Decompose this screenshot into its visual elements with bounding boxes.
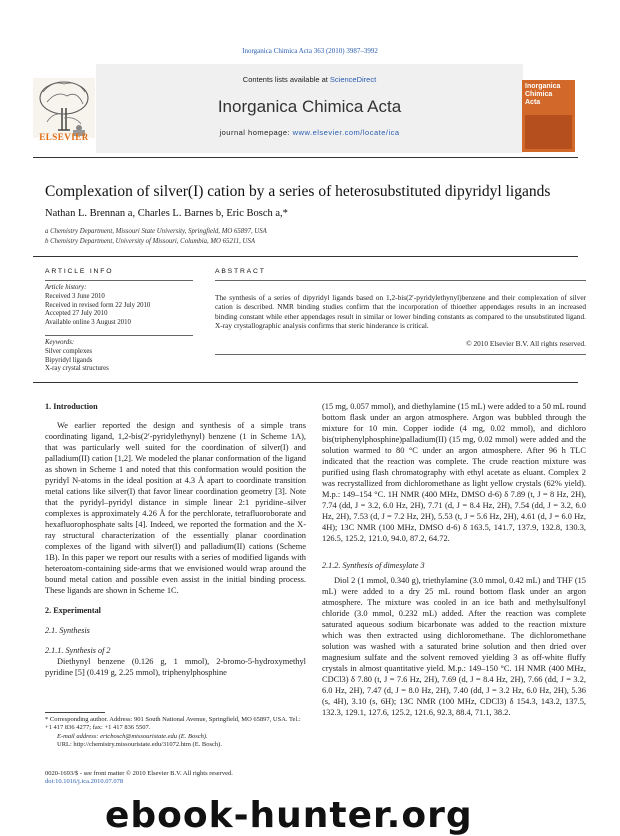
synthesis-2-paragraph: Diethynyl benzene (0.126 g, 1 mmol), 2-bromo-5-hydroxymethyl pyridine [5] (0.419 g, 2.25 mmol), triphenylphosphine [45,657,306,677]
journal-title: Inorganica Chimica Acta [217,97,402,116]
synthesis-3-heading: 2.1.2. Synthesis of dimesylate 3 [322,561,425,570]
cover-title-line-1: Inorganica [525,83,561,90]
online-date: Available online 3 August 2010 [45,319,131,327]
footnotes-block [45,716,306,749]
footnote-rule [45,712,105,713]
journal-cover-thumbnail [522,80,575,152]
header-rule [33,157,578,158]
history-label: Article history: [45,284,87,291]
abstract-text: The synthesis of a series of dipyridyl ligands based on 1,2-bis(2′-pyridylethynyl)benzene and their complexation of silver cation is described. NMR binding studies confirm that the incorporation of thioether appendages results in an increased binding constant while ether appendages result in similar or lower binding constants as compared to the unsubstituted ligand. X-ray crystallographic analysis confirms that steric hinderance is critical. [215,293,586,330]
journal-citation[interactable]: Inorganica Chimica Acta 363 (2010) 3987–3992 [242,47,378,55]
cover-title-line-2: Chimica [525,91,553,98]
affiliation-b: b Chemistry Department, University of Missouri, Columbia, MO 65211, USA [45,238,255,245]
keywords-label: Keywords: [45,339,75,346]
watermark: ebook-hunter.org [105,795,473,836]
keyword-item: Silver complexes [45,347,93,355]
contents-line [96,75,523,84]
author-list: Nathan L. Brennan a, Charles L. Barnes b, Eric Bosch a,* [45,208,288,219]
corresponding-author-note: * Corresponding author. Address: 901 South National Avenue, Springfield, MO 65897, USA. Tel.: +1 417 836 4277; fax: +1 417 836 5507. [45,716,301,732]
left-column [45,401,306,678]
article-info-rule [45,280,193,281]
journal-homepage [96,128,523,137]
affiliation-rule [33,256,578,257]
body-rule [33,382,578,383]
url-note[interactable]: URL: http://chemistry.missouristate.edu/31072.htm (E. Bosch). [57,740,222,748]
revised-date: Received in revised form 22 July 2010 [45,301,151,309]
abstract-heading: ABSTRACT [215,268,266,275]
publisher-name: ELSEVIER [39,132,89,142]
experimental-heading: 2. Experimental [45,606,101,615]
keyword-item: Bipyridyl ligands [45,356,93,364]
article-history [45,284,205,328]
article-info-heading: ARTICLE INFO [45,268,114,275]
right-column [322,401,586,718]
keywords-rule [45,335,193,336]
homepage-link[interactable]: www.elsevier.com/locate/ica [292,128,400,137]
article-title: Complexation of silver(I) cation by a series of heterosubstituted dipyridyl ligands [45,183,551,200]
homepage-prefix: journal homepage: [219,128,293,137]
synthesis-heading: 2.1. Synthesis [45,626,90,635]
issn-line: 0020-1693/$ - see front matter © 2010 Elsevier B.V. All rights reserved. [45,770,233,777]
contents-prefix: Contents lists available at [242,75,330,84]
keyword-item: X-ray crystal structures [45,365,109,373]
cover-title-line-3: Acta [525,99,541,106]
doi-link[interactable]: doi:10.1016/j.ica.2010.07.078 [45,778,124,786]
introduction-heading: 1. Introduction [45,402,98,411]
synthesis-2-heading: 2.1.1. Synthesis of 2 [45,646,111,655]
synthesis-3-paragraph: Diol 2 (1 mmol, 0.340 g), triethylamine (3.0 mmol, 0.42 mL) and THF (15 mL) were added to a dry 25 mL round bottom flask under an argon atmosphere. The mixture was cooled in an ice bath and methylsulfonyl chloride (3.0 mmol, 0.232 mL) added. After the reaction was complete saturated aqueous sodium bicarbonate was added to the reaction mixture which was then extracted using dichloromethane. The dichloromethane solution was washed with a saturated brine solution and then dried over magnesium sulfate and the solvent removed yielding 3 as off-white fluffy crystals in almost quantitative yield. M.p.: 149–150 °C. 1H NMR (400 MHz, CDCl3) δ 7.80 (t, J = 7.6 Hz, 2H), 7.69 (d, J = 8.4 Hz, 2H), 7.66 (dd, J = 3.2, 6.0 Hz, 2H), 7.47 (d, J = 8.0 Hz, 2H), 7.40 (dd, J = 3.2 Hz, 6.0 Hz, 2H), 5.36 (s, 4H), 3.10 (s, 6H); 13C NMR (100 MHz, CDCl3) δ 154.3, 143.2, 137.5, 132.3, 129.1, 127.6, 125.2, 121.6, 92.3, 88.4, 71.1, 38.2. [322,576,586,717]
front-matter-block [45,770,306,787]
keywords-block [45,339,205,374]
accepted-date: Accepted 27 July 2010 [45,310,108,318]
synthesis-2-continued: (15 mg, 0.057 mmol), and diethylamine (15 mL) were added to a 50 mL round bottom flask under an argon atmosphere. Argon was bubbled through the mixture for 10 min. Copper iodide (4 mg, 0.02 mmol), and dichloro bis(triphenylphosphine)palladium(II) (15 mg, 0.02 mmol) were added and the solution warmed to 80 °C under an argon atmosphere. After 96 h TLC indicated that the reaction was complete. The crude reaction mixture was purified using flash chromatography with ethyl acetate as eluant. Complex 2 was recrystallized from dichloromethane as light yellow crystals (62% yield). M.p.: 149–154 °C. 1H NMR (400 MHz, DMSO d-6) δ 7.89 (t, J = 8 Hz, 2H), 7.74 (dd, J = 3.2, 6.0 Hz, 2H), 7.71 (d, J = 8.4 Hz, 2H), 7.54 (dd, J = 3.2, 6.0 Hz, 2H), 7.53 (d, J = 7.2 Hz, 2H), 5.53 (t, J = 5.6 Hz, 2H), 4.61 (d, J = 6.0 Hz, 4H); 13C NMR (100 MHz, DMSO d-6) δ 163.5, 141.7, 137.9, 132.8, 130.3, 126.5, 125.2, 121.0, 94.0, 87.2, 64.72. [322,402,586,543]
received-date: Received 3 June 2010 [45,292,105,300]
sciencedirect-link[interactable]: ScienceDirect [329,75,377,84]
abstract-bottom-rule [215,354,586,355]
email-note[interactable]: E-mail address: ericbosch@missouristate.edu (E. Bosch). [57,732,208,740]
abstract-copyright: © 2010 Elsevier B.V. All rights reserved. [466,339,586,348]
abstract-rule [215,280,586,281]
introduction-paragraph: We earlier reported the design and synthesis of a simple trans coordinating ligand, 1,2-bis(2′-pyridylethynyl) benzene (1 in Scheme 1A), that was particularly well suited for the coordination of silver(I) and palladium(II) cation [1,2]. We modeled the planar conformation of the ligand as shown in Scheme 1 and noted that this conformation would position the pyridyl N-atoms in the ideal position at 4.3 Å apart to coordinate transition metal cations like silver(I) that favor linear coordination geometry [3]. Note that the pyridyl–pyridyl distance in simple linear 2:1 pyridine–silver complexes is approximately 4.26 Å for the perchlorate, tetrafluoroborate and hexafluorophosphate salts [4]. Indeed, we reported the formation and the X-ray structural characterization of the essentially planar coordination complexes of the ligand with silver(I) and palladium(II) cations (Scheme 1B). In this paper we report our results with a series of modified ligands with heteroatom-containing side-arms that we envisioned would wrap around the bound metal cation and possible even assist in the initial binding process. These ligands are shown in Scheme 1C. [45,421,306,595]
affiliation-a: a Chemistry Department, Missouri State University, Springfield, MO 65897, USA [45,228,267,235]
